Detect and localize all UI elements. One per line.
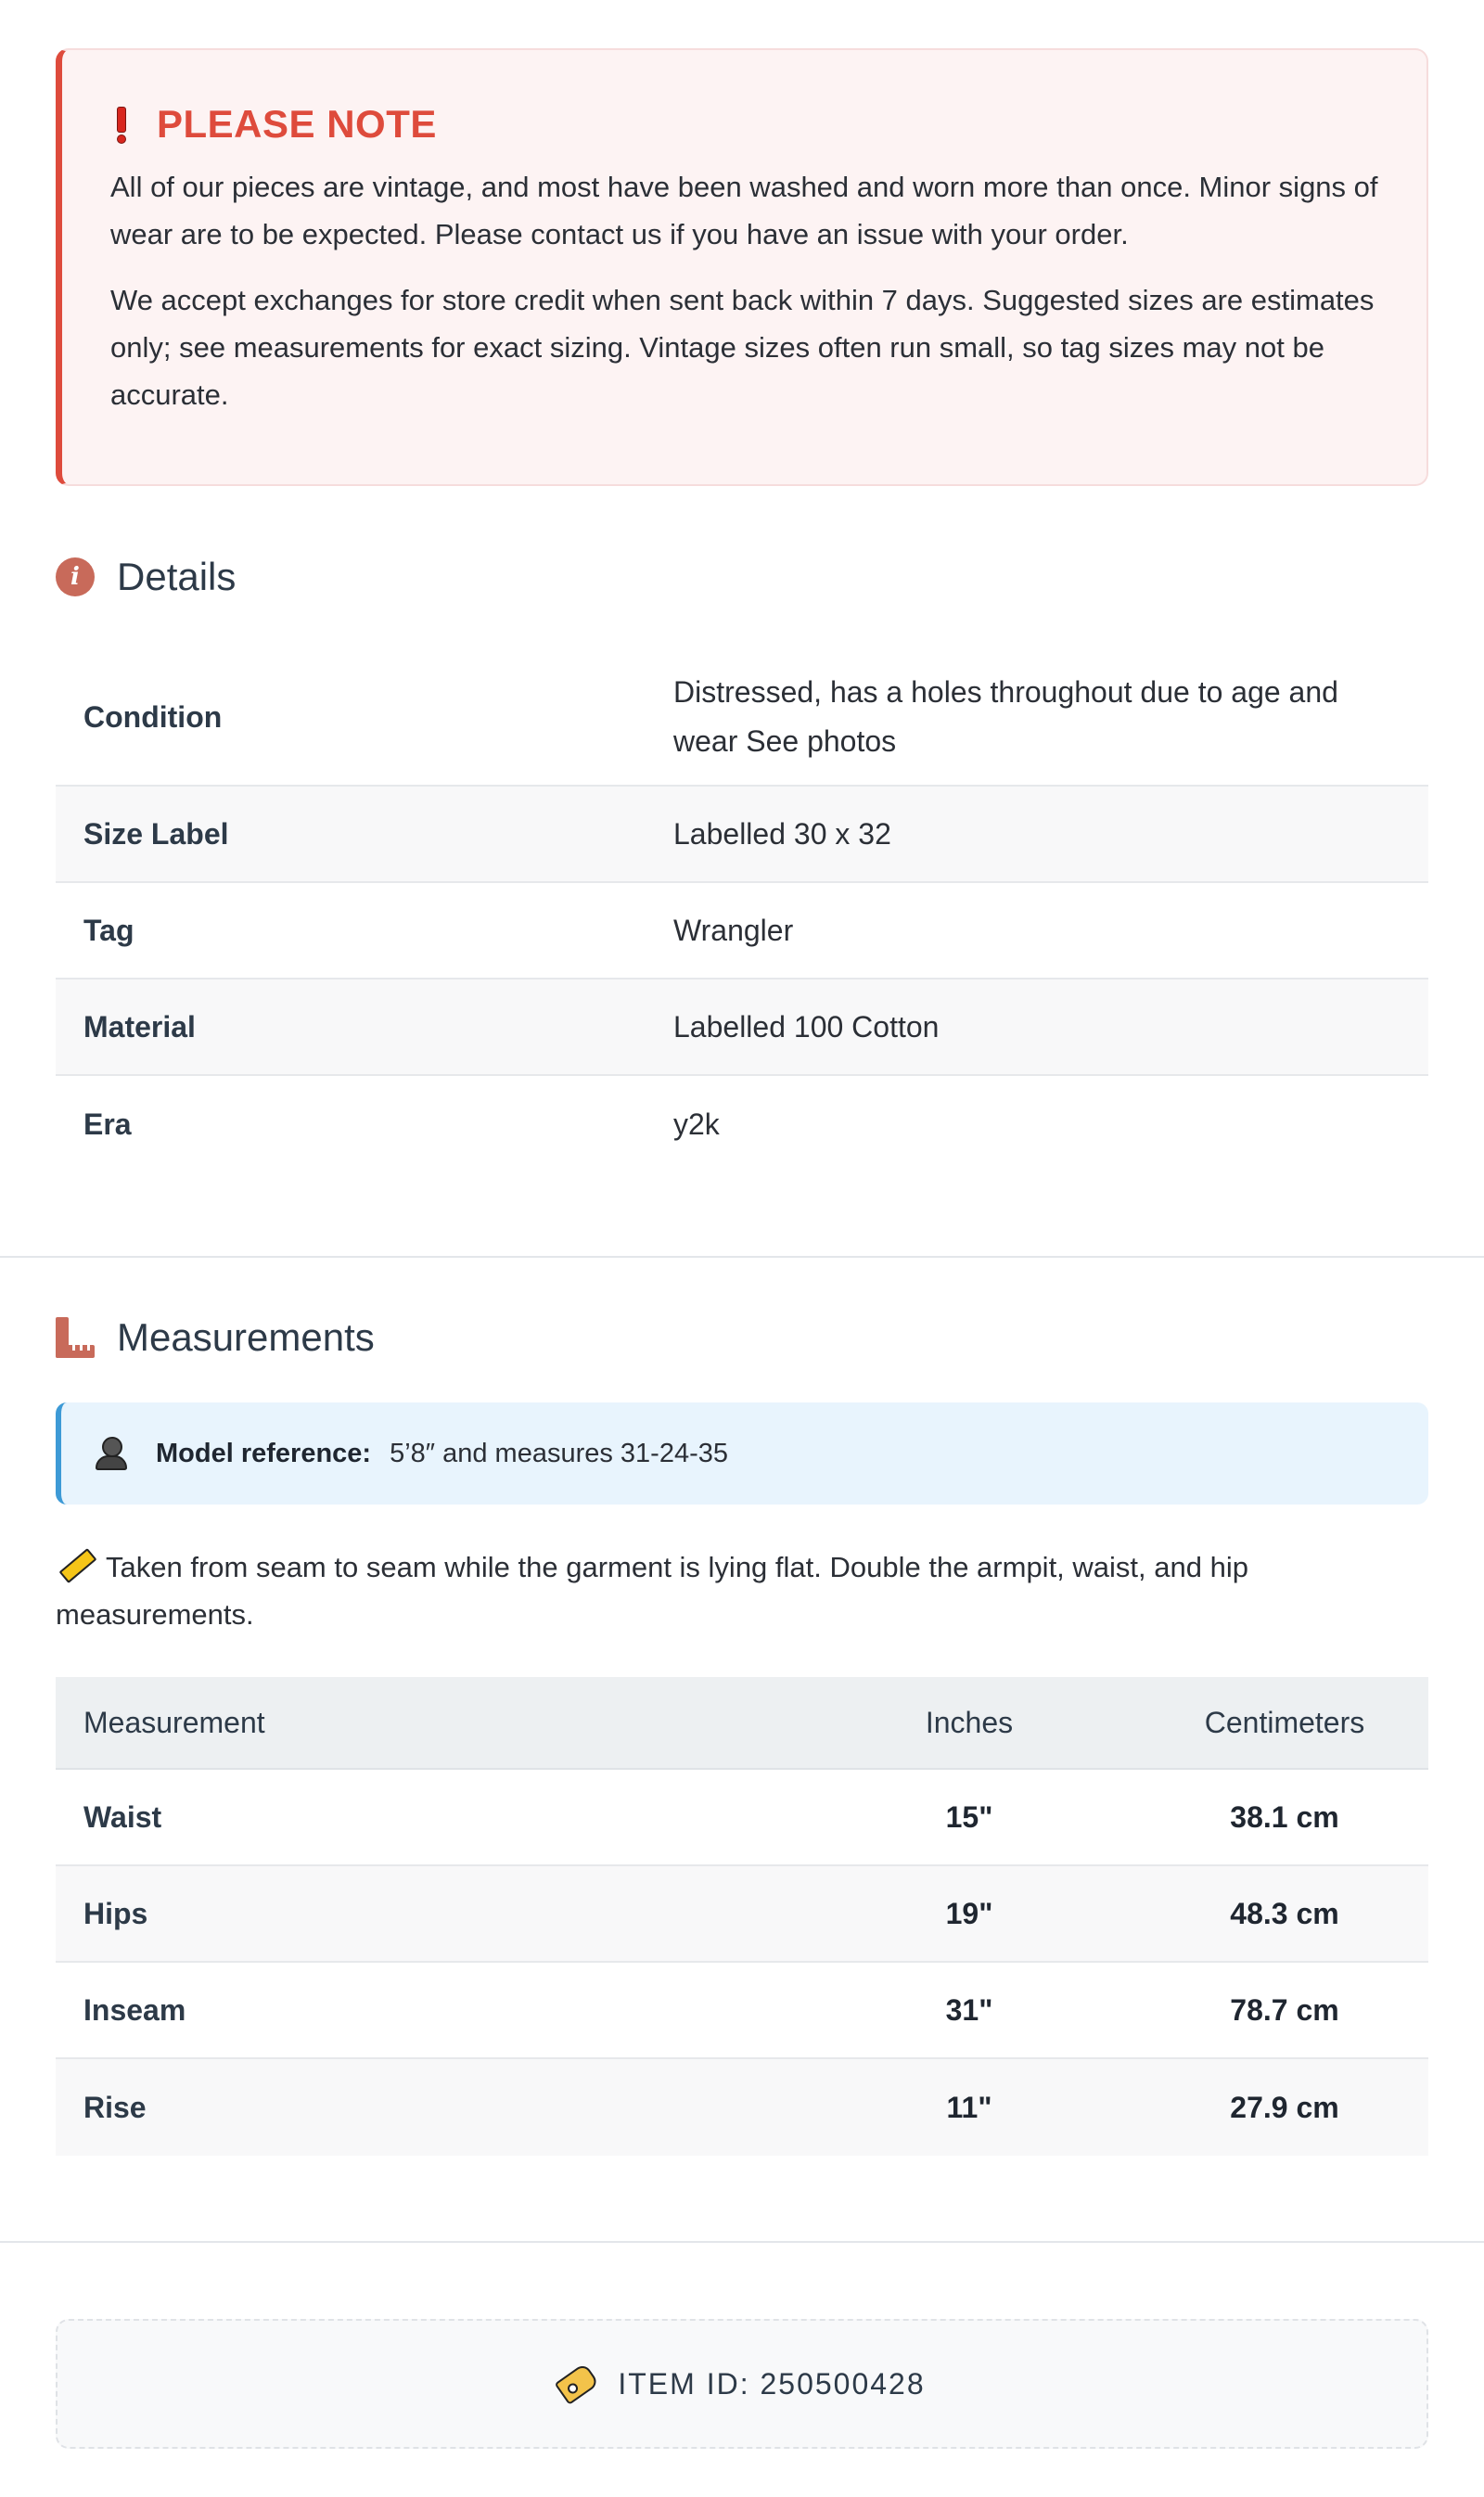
detail-label: Era [83, 1107, 132, 1141]
measurement-note-text: Taken from seam to seam while the garment is lying flat. Double the armpit, waist, and hip measurements. [56, 1551, 1248, 1631]
detail-label: Size Label [83, 816, 229, 851]
measurement-name: Hips [83, 1896, 148, 1930]
detail-value: Distressed, has a holes throughout due to age and wear See photos [673, 675, 1338, 758]
info-icon: i [56, 557, 95, 596]
measurement-name: Waist [83, 1799, 162, 1834]
model-reference-callout [56, 1402, 1428, 1505]
measurement-cm: 27.9 cm [1230, 2090, 1339, 2124]
table-row [56, 2059, 1428, 2156]
item-id-label: ITEM ID: 250500428 [618, 2366, 926, 2401]
model-reference-label: Model reference: [156, 1438, 372, 1468]
notice-paragraph-1: All of our pieces are vintage, and most have been washed and worn more than once. Minor signs of wear are to be expected. Please contact us if you have an issue with your order. [110, 171, 1378, 250]
column-header-centimeters: Centimeters [1204, 1705, 1365, 1739]
table-row [56, 787, 1428, 883]
column-header-measurement: Measurement [83, 1705, 265, 1739]
notice-paragraph-2: We accept exchanges for store credit when sent back within 7 days. Suggested sizes are estimates only; see measurements for exact sizing. Vintage sizes often run small, so tag sizes may not be accurate. [110, 284, 1375, 411]
measurements-table [56, 1677, 1428, 2156]
detail-value: Labelled 30 x 32 [673, 816, 891, 851]
measurement-cm: 78.7 cm [1230, 1992, 1339, 2027]
details-header [56, 549, 1428, 605]
detail-value: y2k [673, 1107, 720, 1141]
table-row [56, 883, 1428, 980]
column-header-inches: Inches [925, 1705, 1014, 1739]
please-note-callout [56, 48, 1428, 486]
measurement-inches: 11" [946, 2090, 992, 2124]
table-header-row [56, 1677, 1428, 1770]
table-row [56, 1770, 1428, 1866]
detail-value: Wrangler [673, 913, 794, 947]
measurements-title: Measurements [117, 1315, 375, 1359]
section-divider [0, 2241, 1484, 2243]
table-row [56, 1963, 1428, 2059]
model-reference-value: 5’8″ and measures 31-24-35 [390, 1438, 729, 1468]
notice-header [110, 104, 1380, 145]
details-table [56, 649, 1428, 1172]
measurement-cm: 38.1 cm [1230, 1799, 1339, 1834]
pencil-icon [59, 1548, 97, 1583]
table-row [56, 1076, 1428, 1172]
section-divider [0, 1256, 1484, 1258]
item-id-box [56, 2319, 1428, 2449]
table-row [56, 649, 1428, 787]
person-icon [95, 1437, 128, 1470]
measurement-note [56, 1543, 1428, 1638]
measurements-header [56, 1310, 1428, 1365]
measurement-inches: 31" [945, 1992, 993, 2027]
ruler-icon [56, 1317, 95, 1358]
detail-label: Material [83, 1009, 196, 1044]
detail-label: Tag [83, 913, 134, 947]
tag-icon [555, 2363, 600, 2405]
details-title: Details [117, 555, 237, 598]
measurement-cm: 48.3 cm [1230, 1896, 1339, 1930]
measurement-inches: 15" [945, 1799, 993, 1834]
table-row [56, 980, 1428, 1076]
measurement-name: Rise [83, 2090, 147, 2124]
measurement-inches: 19" [945, 1896, 993, 1930]
exclamation-icon [116, 107, 125, 142]
notice-title: PLEASE NOTE [157, 102, 437, 146]
detail-label: Condition [83, 699, 223, 734]
table-row [56, 1866, 1428, 1963]
measurement-name: Inseam [83, 1992, 186, 2027]
detail-value: Labelled 100 Cotton [673, 1009, 940, 1044]
